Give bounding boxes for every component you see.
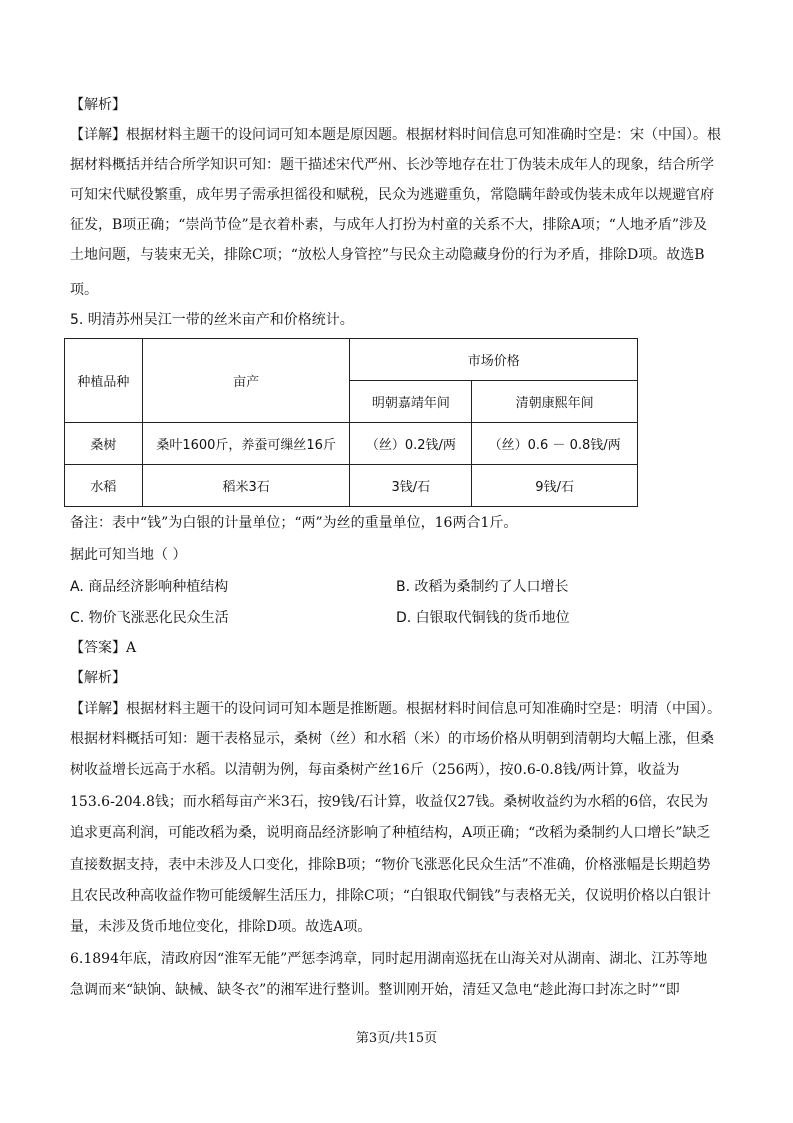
cell-qing-price: （丝）0.6 － 0.8钱/两 [472, 423, 638, 465]
header-yield: 亩产 [142, 339, 350, 423]
option-c: C. 物价飞涨恶化民众生活 [70, 610, 229, 626]
analysis-line: 直接数据支持，表中未涉及人口变化，排除B项；“物价飞涨恶化民众生活”不准确，价格涨幅是长期趋势 [70, 857, 711, 873]
analysis-line: 量，未涉及货币地位变化，排除D项。故选A项。 [70, 919, 372, 935]
cell-ming-price: 3钱/石 [350, 465, 472, 507]
option-b: B. 改稻为桑制约了人口增长 [396, 579, 569, 595]
answer-line: 【答案】A [70, 640, 137, 656]
header-qing: 清朝康熙年间 [472, 381, 638, 423]
cell-ming-price: （丝）0.2钱/两 [350, 423, 472, 465]
analysis-line: 【详解】根据材料主题干的设问词可知本题是原因题。根据材料时间信息可知准确时空是：宋（中国）。根 [70, 127, 721, 143]
analysis-heading: 【解析】 [70, 670, 126, 686]
analysis-line: 树收益增长远高于水稻。以清朝为例，每亩桑树产丝16斤（256两），按0.6-0.8钱/两计算，收益为 [70, 762, 680, 778]
question-6-line: 6.1894年底，清政府因“淮军无能”严惩李鸿章，同时起用湖南巡抚在山海关对从湖南、湖北、江苏等地 [70, 951, 708, 967]
analysis-line: 【详解】根据材料主题干的设问词可知本题是推断题。根据材料时间信息可知准确时空是：明清（中国）。 [70, 701, 721, 717]
analysis-line: 153.6-204.8钱；而水稻每亩产米3石，按9钱/石计算，收益仅27钱。桑树收益约为水稻的6倍，农民为 [70, 794, 709, 810]
analysis-heading: 【解析】 [70, 97, 126, 113]
cell-qing-price: 9钱/石 [472, 465, 638, 507]
analysis-line: 追求更高利润，可能改稻为桑，说明商品经济影响了种植结构，A项正确；“改稻为桑制约人口增长”缺乏 [70, 825, 711, 841]
question-5-title: 5. 明清苏州吴江一带的丝米亩产和价格统计。 [70, 312, 354, 328]
header-market-price: 市场价格 [350, 339, 638, 381]
analysis-line: 土地问题，与装束无关，排除C项；“放松人身管控”与民众主动隐藏身份的行为矛盾，排除D项。故选B [70, 247, 705, 263]
page-number: 第3页/共15页 [355, 1031, 438, 1046]
question-6-line: 急调而来“缺饷、缺械、缺冬衣”的湘军进行整训。整训刚开始，清廷又急电“趁此海口封冻之时”“即 [70, 982, 680, 998]
header-variety: 种植品种 [65, 339, 143, 423]
header-ming: 明朝嘉靖年间 [350, 381, 472, 423]
analysis-line: 可知宋代赋役繁重，成年男子需承担徭役和赋税，民众为逃避重负，常隐瞒年龄或伪装未成年以规避官府 [70, 187, 714, 203]
analysis-line: 项。 [70, 282, 98, 298]
analysis-line: 根据材料概括可知：题干表格显示，桑树（丝）和水稻（米）的市场价格从明朝到清朝均大幅上涨，但桑 [70, 731, 714, 747]
cell-variety: 桑树 [65, 423, 143, 465]
cell-yield: 稻米3石 [142, 465, 350, 507]
option-d: D. 白银取代铜钱的货币地位 [396, 610, 570, 626]
question-stem: 据此可知当地（ ） [70, 547, 187, 563]
analysis-line: 征发，B项正确；“崇尚节俭”是衣着朴素，与成年人打扮为村童的关系不大，排除A项；“人地矛盾”涉及 [70, 217, 708, 233]
table-row [65, 465, 638, 507]
table-row [65, 423, 638, 465]
table-note: 备注：表中“钱”为白银的计量单位；“两”为丝的重量单位，16两合1斤。 [70, 515, 518, 531]
yield-price-table [64, 338, 638, 507]
option-a: A. 商品经济影响种植结构 [70, 579, 229, 595]
analysis-line: 且农民改种高收益作物可能缓解生活压力，排除C项；“白银取代铜钱”与表格无关，仅说明价格以白银计 [70, 888, 712, 904]
cell-variety: 水稻 [65, 465, 143, 507]
cell-yield: 桑叶1600斤，养蚕可缫丝16斤 [142, 423, 350, 465]
analysis-line: 据材料概括并结合所学知识可知：题干描述宋代严州、长沙等地存在壮丁伪装未成年人的现象，结合所学 [70, 157, 714, 173]
